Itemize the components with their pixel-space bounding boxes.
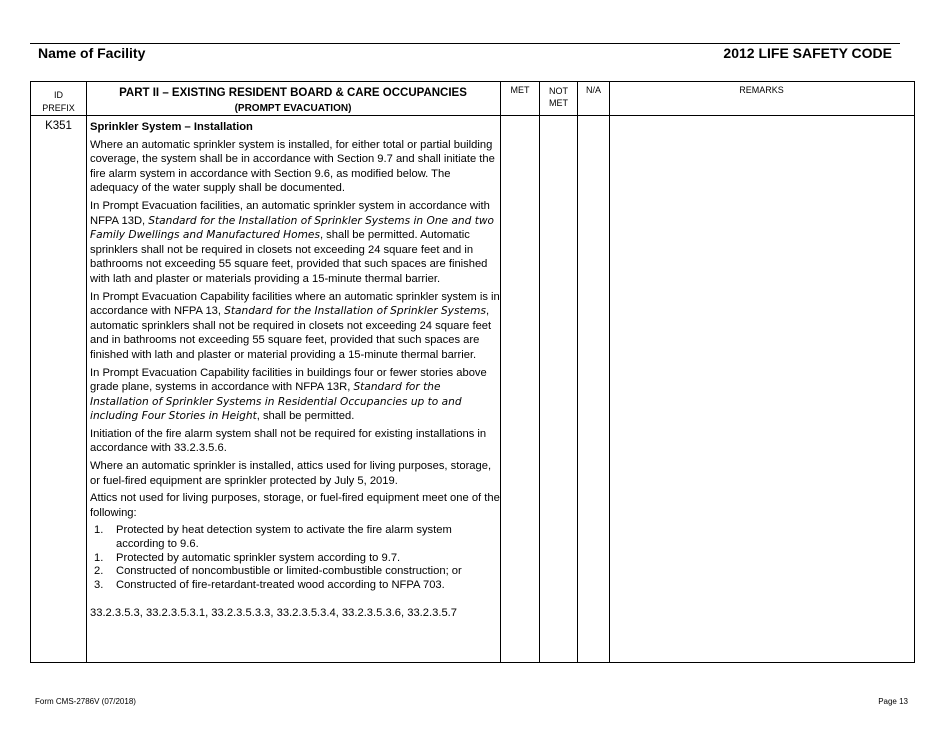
paragraph: Initiation of the fire alarm system shall not be required for existing installations in accordance with 33.2.3.5.6. xyxy=(90,427,487,455)
paragraph: Attics not used for living purposes, storage, or fuel-fired equipment meet one of the following: xyxy=(90,492,500,519)
paragraph: In Prompt Evacuation Capability facilities where an automatic sprinkler system is in accordance with NFPA 13, Standard for the Installation of Sprinkler Systems, automatic sprinklers shall not be required in closets not exceeding 24 square feet and in bathrooms not exceeding 55 square feet, provided that such spaces are finished with lath and plaster or material providing a 15-minute thermal barrier. xyxy=(90,290,500,361)
form-id: Form CMS-2786V (07/2018) xyxy=(35,697,136,706)
list-item: 2. Constructed of noncombustible or limited-combustible construction; or xyxy=(94,565,462,578)
attic-options-list xyxy=(90,524,500,592)
list-item: 1. Protected by automatic sprinkler system according to 9.7. xyxy=(94,551,401,564)
k-tag: K351 xyxy=(45,120,72,132)
list-item: 3. Constructed of fire-retardant-treated wood according to NFPA 703. xyxy=(94,578,445,591)
paragraph: Where an automatic sprinkler is installed, attics used for living purposes, storage, or fuel-fired equipment are sprinkler protected by July 5, 2019. xyxy=(90,460,492,487)
col-divider xyxy=(500,82,501,662)
col-divider xyxy=(539,82,540,662)
col-divider xyxy=(86,82,87,662)
code-title: 2012 LIFE SAFETY CODE xyxy=(723,45,892,61)
paragraph: In Prompt Evacuation facilities, an automatic sprinkler system in accordance with NFPA 13D, Standard for the Installation of Sprinkler Systems in One and two Family Dwellings and Manufactured Homes, shall be permitted. Automatic sprinklers shall not be required in closets not exceeding 24 square feet and in bathrooms not exceeding 55 square feet, provided that such spaces are finished with lath and plaster or materials providing a 15-minute thermal barrier. xyxy=(90,199,495,285)
col-header-remarks: REMARKS xyxy=(739,85,784,95)
part-subtitle: (PROMPT EVACUATION) xyxy=(234,103,352,114)
facility-name-label: Name of Facility xyxy=(38,45,146,61)
requirement-text xyxy=(90,120,500,624)
paragraph: Where an automatic sprinkler system is installed, for either total or partial building coverage, the system shall be in accordance with Section 9.7 and shall initiate the fire alarm system in accordance with Section 9.6, as modified below. The adequacy of the water supply shall be documented. xyxy=(90,138,495,195)
header-rule xyxy=(30,43,900,44)
col-header-na: N/A xyxy=(585,85,601,95)
list-item: 1. Protected by heat detection system to activate the fire alarm system according to 9.6. xyxy=(94,524,452,551)
survey-table xyxy=(30,81,915,663)
page-number: Page 13 xyxy=(878,697,908,706)
col-divider xyxy=(577,82,578,662)
code-references: 33.2.3.5.3, 33.2.3.5.3.1, 33.2.3.5.3.3, 33.2.3.5.3.4, 33.2.3.5.3.6, 33.2.3.5.7 xyxy=(90,607,457,620)
col-header-met: MET xyxy=(510,85,530,95)
col-header-part xyxy=(87,86,499,116)
part-title: PART II – EXISTING RESIDENT BOARD & CARE OCCUPANCIES xyxy=(119,87,467,99)
paragraph: In Prompt Evacuation Capability facilities in buildings four or fewer stories above grade plane, systems in accordance with NFPA 13R, Standard for the Installation of Sprinkler Systems in Residential Occupancies up to and including Four Stories in Height, shall be permitted. xyxy=(90,366,487,423)
col-header-not-met: NOT MET xyxy=(549,86,568,108)
requirement-title: Sprinkler System – Installation xyxy=(90,121,253,133)
col-header-id-prefix: ID PREFIX xyxy=(42,90,75,113)
col-divider xyxy=(609,82,610,662)
